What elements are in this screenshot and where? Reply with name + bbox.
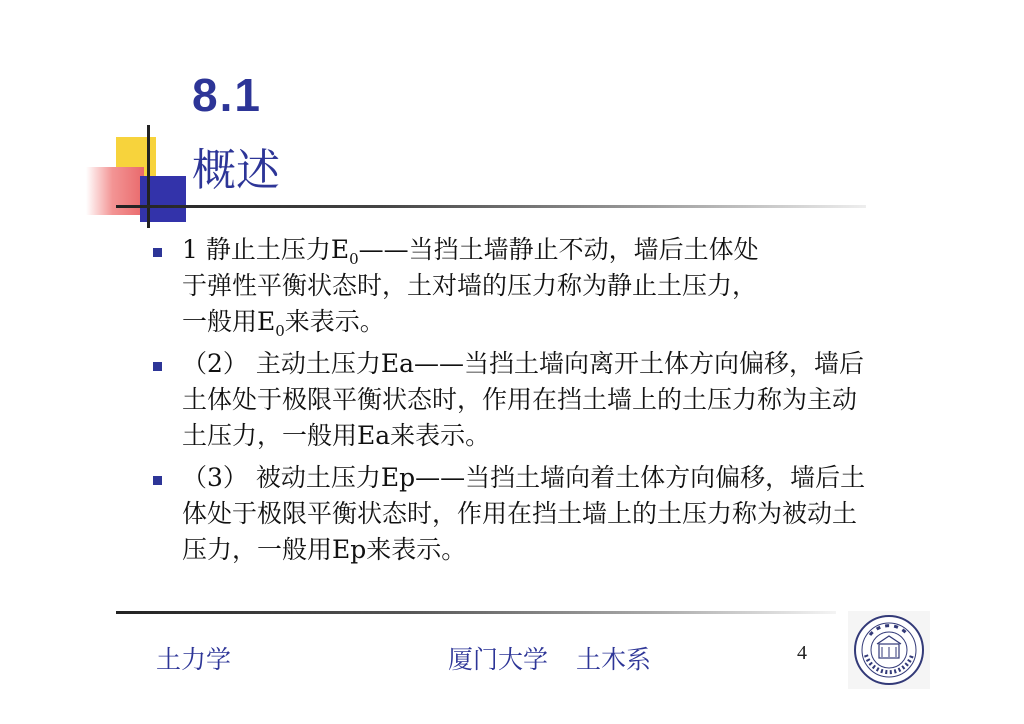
bullet-item [148,232,868,340]
footer-university: 厦门大学 [448,645,549,674]
bullet-text-prefix: 1 静止土压力E [182,235,350,264]
subscript: 0 [275,322,285,340]
university-seal-icon [848,611,930,689]
square-bullet-icon [153,476,162,485]
bullet-list [148,232,868,574]
bullet-text: 于弹性平衡状态时，土对墙的压力称为静止土压力， [182,271,758,300]
bullet-item [148,346,868,454]
decor-vertical-line [147,125,150,228]
square-bullet-icon [153,248,162,257]
square-bullet-icon [153,362,162,371]
section-number: 8.1 [192,69,262,121]
bullet-item [148,460,868,568]
footer-department: 土木系 [576,645,652,674]
bullet-text: 一般用E [182,307,276,336]
page-number: 4 [797,642,807,664]
bullet-text: 来表示。 [284,307,385,336]
bullet-text: （3） 被动土压力Ep——当挡土墙向着土体方向偏移，墙后土体处于极限平衡状态时，作用在挡土墙上的土压力称为被动土压力，一般用Ep来表示。 [182,463,866,564]
footer-institution [448,640,651,676]
footer-course: 土力学 [156,645,232,674]
bullet-text: ——当挡土墙静止不动，墙后土体处 [358,235,759,264]
bullet-text: （2） 主动土压力Ea——当挡土墙向离开土体方向偏移，墙后土体处于极限平衡状态时，作用在挡土墙上的土压力称为主动土压力，一般用Ea来表示。 [182,349,865,450]
title-underline [116,205,866,208]
page-title: 概述 [192,145,280,196]
subscript: 0 [349,250,359,268]
footer-divider [116,611,836,614]
